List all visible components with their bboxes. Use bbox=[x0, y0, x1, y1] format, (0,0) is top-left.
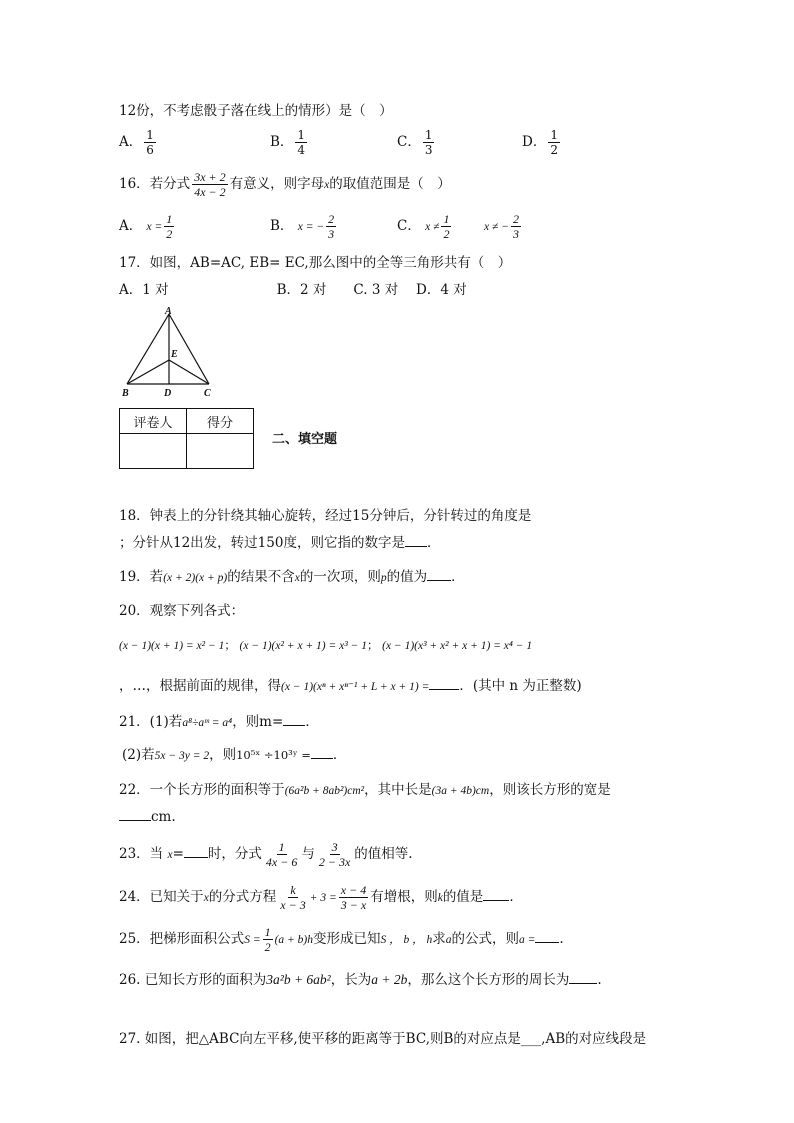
label-b: B bbox=[122, 388, 129, 399]
grade-table bbox=[119, 408, 254, 469]
q18-line2: ；分针从12出发，转过150度，则它指的数字是 ． bbox=[119, 535, 441, 551]
score-cell[interactable] bbox=[187, 434, 254, 469]
segment-ab bbox=[127, 314, 169, 384]
q15-stem: 12份，不考虑骰子落在线上的情形）是（ ） bbox=[119, 103, 393, 119]
label-e: E bbox=[171, 349, 178, 360]
section-title: 二、填空题 bbox=[272, 432, 338, 447]
q25-blank[interactable] bbox=[535, 930, 559, 943]
q16-option-c: C． x ≠ $\frac{1}{2}$ x ≠ − $\frac{2}{3}$ bbox=[397, 212, 519, 241]
q20-equations: (x − 1)(x + 1) = x² − 1； (x − 1)(x² + x + 1) = x³ − 1； (x − 1)(x³ + x² + x + 1) = x⁴ − 1 bbox=[119, 638, 533, 652]
grader-cell[interactable] bbox=[120, 434, 187, 469]
label-d: D bbox=[164, 388, 172, 399]
segment-ce bbox=[169, 360, 209, 384]
q19-blank[interactable] bbox=[427, 568, 451, 581]
q20-stem: 20．观察下列各式： bbox=[119, 603, 245, 619]
q18-line1: 18．钟表上的分针绕其轴心旋转，经过15分钟后，分针转过的角度是 bbox=[119, 508, 532, 524]
q20-blank[interactable] bbox=[429, 677, 459, 690]
segment-be bbox=[127, 360, 169, 384]
q18-blank[interactable] bbox=[405, 534, 427, 547]
q19-stem: 19．若(x + 2)(x + p)的结果不含x的一次项，则p的值为 ． bbox=[119, 569, 465, 585]
q22-blank[interactable] bbox=[119, 808, 151, 821]
q16-stem: 16．若分式 $\frac{3x + 2}{4x - 2}$ 有意义，则字母x的取值范围是（ ） bbox=[119, 170, 451, 199]
q24-stem: 24．已知关于x的分式方程 $\frac{k}{x - 3}$ + 3 = $\frac{x - 4}{3 - x}$ 有增根，则k的值是 ． bbox=[119, 883, 523, 912]
q21-part2: (2)若5x − 3y = 2，则10⁵ˣ ÷10³ʸ = ． bbox=[122, 747, 347, 763]
q25-stem: 25．把梯形面积公式S = $\frac{1}{2}$ (a + b)h变形成已知S ， b ， h求a的公式，则a = . bbox=[119, 925, 564, 954]
label-a: A bbox=[165, 306, 172, 317]
q17-stem: 17．如图，AB=AC, EB= EC,那么图中的全等三角形共有（ ） bbox=[119, 255, 512, 271]
q21-blank1[interactable] bbox=[283, 713, 305, 726]
q27-stem: 27. 如图，把△ABC向左平移,使平移的距离等于BC,则B的对应点是___,AB的对应线段是 bbox=[119, 1031, 647, 1047]
q20-rule-line: ，…，根据前面的规律，得(x − 1)(xⁿ + xⁿ⁻¹ + L + x + 1) = ．(其中 n 为正整数) bbox=[119, 678, 582, 694]
grader-header: 评卷人 bbox=[120, 409, 187, 434]
q15-option-b: B． $\frac{1}{4}$ bbox=[270, 128, 306, 157]
q26-stem: 26. 已知长方形的面积为3a²b + 6ab²，长为a + 2b，那么这个长方形的周长为 . bbox=[119, 972, 602, 988]
q22-line2: cm. bbox=[119, 808, 176, 826]
q15-option-c: C． $\frac{1}{3}$ bbox=[397, 128, 433, 157]
q21-blank2[interactable] bbox=[311, 746, 333, 759]
q17-options: A．1 对 B．2 对 C. 3 对 D．4 对 bbox=[119, 282, 467, 298]
q15-option-a: A． $\frac{1}{6}$ bbox=[119, 128, 154, 157]
q24-blank[interactable] bbox=[483, 888, 509, 901]
q16-option-b: B． x = − $\frac{2}{3}$ bbox=[270, 212, 335, 241]
q26-blank[interactable] bbox=[569, 971, 597, 984]
q23-stem: 23．当 x= 时，分式 $\frac{1}{4x - 6}$ 与 $\frac{3}{2 - 3x}$ 的值相等. bbox=[119, 840, 413, 869]
q16-option-a: A． x = $\frac{1}{2}$ bbox=[119, 212, 173, 241]
score-header: 得分 bbox=[187, 409, 254, 434]
q15-option-d: D． $\frac{1}{2}$ bbox=[522, 128, 558, 157]
q23-blank[interactable] bbox=[184, 845, 208, 858]
q22-line1: 22．一个长方形的面积等于(6a²b + 8ab²)cm²，其中长是(3a + 4b)cm，则该长方形的宽是 bbox=[119, 782, 611, 798]
q21-part1: 21．(1)若a⁸÷aᵐ = a⁴，则m= ． bbox=[119, 714, 319, 730]
triangle-figure bbox=[118, 306, 218, 400]
label-c: C bbox=[204, 388, 211, 399]
